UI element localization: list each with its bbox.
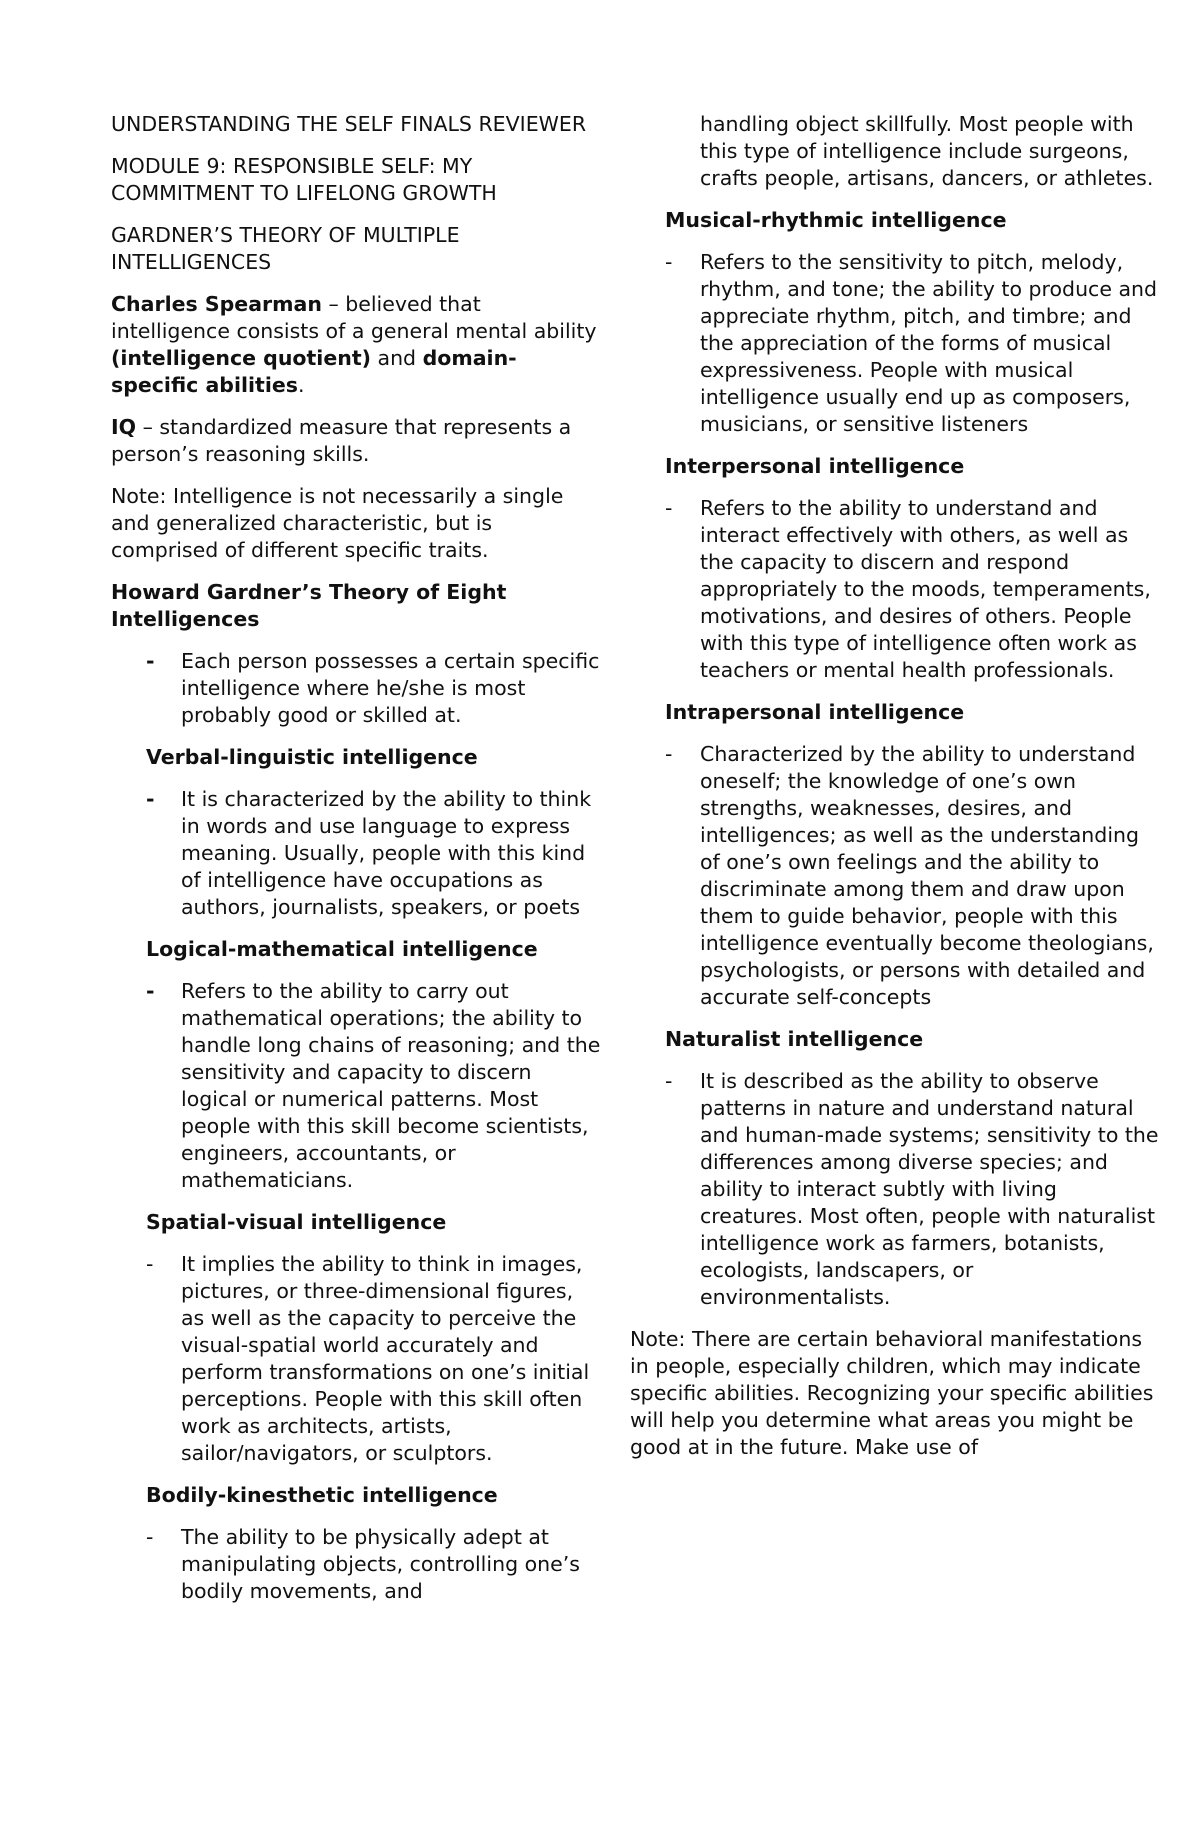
- naturalist-bullet: [665, 1068, 1160, 1311]
- left-column: [111, 111, 601, 1620]
- interpersonal-text: Refers to the ability to understand and interact effectively with others, as well as the capacity to discern and respond appropriately to the moods, temperaments, motivations, and desires of others. People with this type of intelligence often work as teachers or mental health professionals.: [700, 496, 1151, 682]
- spearman-name: Charles Spearman: [111, 292, 322, 316]
- verbal-heading: Verbal-linguistic intelligence: [146, 745, 478, 769]
- bullet-dash: -: [665, 496, 673, 520]
- gardner-bullet: [111, 648, 601, 729]
- spearman-text-2: and: [370, 346, 423, 370]
- interpersonal-bullet: [665, 495, 1160, 684]
- spatial-heading: Spatial-visual intelligence: [146, 1210, 447, 1234]
- spatial-text: It implies the ability to think in images, pictures, or three-dimensional figures, as well as the capacity to perceive the visual-spatial world accurately and perform transformations on one’s initial perceptions. People with this skill often work as architects, artists, sailor/navigators, or sculptors.: [181, 1252, 590, 1465]
- interpersonal-heading: Interpersonal intelligence: [665, 454, 965, 478]
- verbal-text: It is characterized by the ability to think in words and use language to express meaning. Usually, people with this kind of intelligence have occupations as authors, journalists, speakers, or poets: [181, 787, 592, 919]
- section-title: GARDNER’S THEORY OF MULTIPLE INTELLIGENCES: [111, 223, 460, 274]
- right-column: [630, 111, 1160, 1476]
- bullet-dash: -: [146, 1525, 154, 1549]
- intrapersonal-heading: Intrapersonal intelligence: [665, 700, 965, 724]
- iq-term-inline: (intelligence quotient): [111, 346, 371, 370]
- iq-paragraph: [111, 414, 601, 468]
- logical-heading: Logical-mathematical intelligence: [146, 937, 538, 961]
- spearman-text-3: .: [297, 373, 305, 397]
- document-title: UNDERSTANDING THE SELF FINALS REVIEWER: [111, 112, 587, 136]
- bodily-heading: Bodily-kinesthetic intelligence: [146, 1483, 498, 1507]
- bodily-continuation: [665, 111, 1160, 192]
- iq-term: IQ: [111, 415, 137, 439]
- verbal-bullet: [111, 786, 601, 921]
- gardner-heading: Howard Gardner’s Theory of Eight Intelligences: [111, 580, 507, 631]
- bullet-dash: -: [665, 250, 673, 274]
- logical-text: Refers to the ability to carry out mathematical operations; the ability to handle long chains of reasoning; and the sensitivity and capacity to discern logical or numerical patterns. Most people with this skill become scientists, engineers, accountants, or mathematicians.: [181, 979, 601, 1192]
- iq-definition: – standardized measure that represents a person’s reasoning skills.: [111, 415, 572, 466]
- logical-bullet: [111, 978, 601, 1194]
- bullet-dash: -: [146, 787, 155, 811]
- bodily-text-part2: handling object skillfully. Most people with this type of intelligence include surgeons, crafts people, artisans, dancers, or athletes.: [700, 112, 1154, 190]
- spearman-text-1: – believed that intelligence consists of a general mental ability: [111, 292, 597, 343]
- note-2: Note: There are certain behavioral manifestations in people, especially children, which may indicate specific abilities. Recognizing your specific abilities will help you determine what areas you might be good at in the future. Make use of: [630, 1327, 1154, 1459]
- note-1: Note: Intelligence is not necessarily a single and generalized characteristic, but is comprised of different specific traits.: [111, 484, 564, 562]
- bullet-dash: -: [146, 1252, 154, 1276]
- spatial-bullet: [111, 1251, 601, 1467]
- musical-heading: Musical-rhythmic intelligence: [665, 208, 1007, 232]
- musical-bullet: [665, 249, 1160, 438]
- musical-text: Refers to the sensitivity to pitch, melody, rhythm, and tone; the ability to produce and appreciate rhythm, pitch, and timbre; and the appreciation of the forms of musical expressiveness. People with musical intelligence usually end up as composers, musicians, or sensitive listeners: [700, 250, 1158, 436]
- bullet-dash: -: [146, 979, 155, 1003]
- intrapersonal-text: Characterized by the ability to understand oneself; the knowledge of one’s own strengths, weaknesses, desires, and intelligences; as well as the understanding of one’s own feelings and the ability to discriminate among them and draw upon them to guide behavior, people with this intelligence eventually become theologians, psychologists, or persons with detailed and accurate self-concepts: [700, 742, 1154, 1009]
- spearman-paragraph: [111, 291, 601, 399]
- bodily-bullet: [111, 1524, 601, 1605]
- domain-term: domain-specific abilities: [111, 346, 517, 397]
- naturalist-heading: Naturalist intelligence: [665, 1027, 924, 1051]
- gardner-bullet-text: Each person possesses a certain specific intelligence where he/she is most probably good or skilled at.: [181, 649, 600, 727]
- bodily-text-part1: The ability to be physically adept at manipulating objects, controlling one’s bodily movements, and: [181, 1525, 580, 1603]
- naturalist-text: It is described as the ability to observe patterns in nature and understand natural and human-made systems; sensitivity to the differences among diverse species; and ability to interact subtly with living creatures. Most often, people with naturalist intelligence work as farmers, botanists, ecologists, landscapers, or environmentalists.: [700, 1069, 1159, 1309]
- bullet-dash: -: [665, 742, 673, 766]
- bullet-dash: -: [146, 649, 155, 673]
- bullet-dash: -: [665, 1069, 673, 1093]
- intrapersonal-bullet: [665, 741, 1160, 1011]
- module-title: MODULE 9: RESPONSIBLE SELF: MY COMMITMENT TO LIFELONG GROWTH: [111, 154, 497, 205]
